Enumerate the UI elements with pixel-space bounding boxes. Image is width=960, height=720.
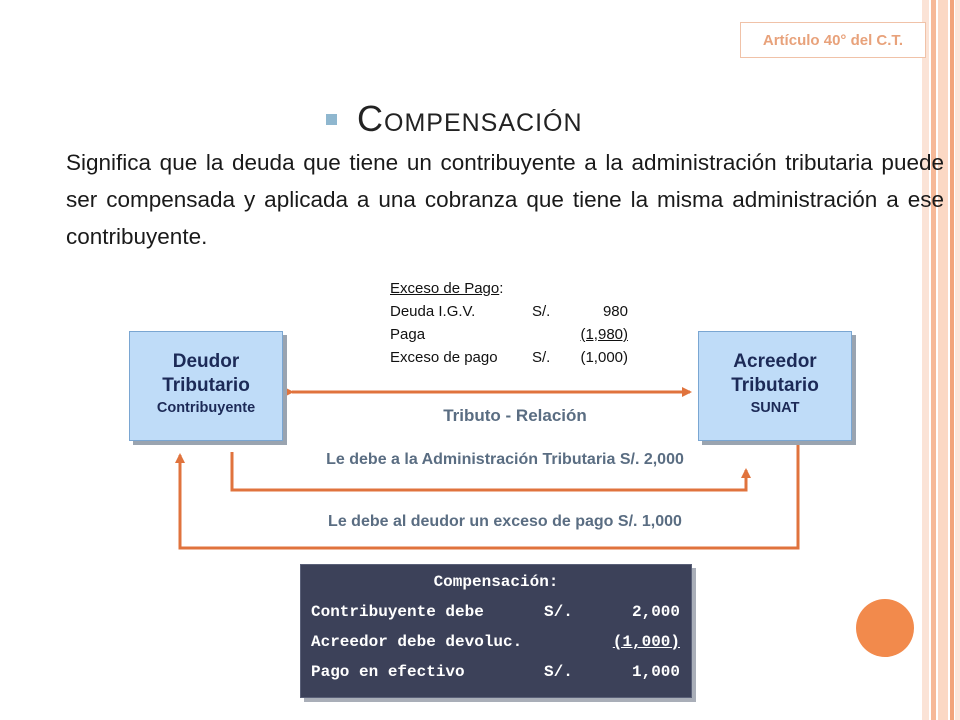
summary-heading: Compensación: <box>433 573 559 591</box>
debt-to-admin-label: Le debe a la Administración Tributaria S/. 2,000 <box>326 451 684 468</box>
debtor-line1: Deudor <box>172 351 240 372</box>
summary-row: Contribuyente debe S/. 2,000 <box>311 603 680 621</box>
article-reference-text: Artículo 40° del C.T. <box>762 31 904 49</box>
definition-paragraph: Significa que la deuda que tiene un contribuyente a la administración tributaria puede ser compensada y aplicada a una cobranza que tiene la misma administración a ese contribuyente. <box>66 150 944 249</box>
slide-title: Compensación <box>357 98 583 139</box>
excess-row: Exceso de pago S/. (1,000) <box>390 349 628 366</box>
summary-row: Acreedor debe devoluc. (1,000) <box>311 633 680 651</box>
decorative-orange-circle-icon <box>856 599 914 657</box>
debtor-line2: Tributario <box>162 375 250 396</box>
relation-label: Tributo - Relación <box>443 406 587 425</box>
creditor-line1: Acreedor <box>733 351 817 372</box>
debt-to-debtor-label: Le debe al deudor un exceso de pago S/. 1,000 <box>328 513 682 530</box>
excess-payment-table: Exceso de Pago: Deuda I.G.V. S/. 980 Paga (1,980) Exceso de pago S/. (1,000) <box>390 277 628 369</box>
creditor-line3: SUNAT <box>750 400 800 416</box>
excess-row: Paga (1,980) <box>390 326 628 343</box>
debtor-line3: Contribuyente <box>156 400 256 416</box>
excess-heading: Exceso de Pago <box>390 280 500 297</box>
summary-row: Pago en efectivo S/. 1,000 <box>311 663 680 681</box>
creditor-box <box>698 331 852 441</box>
compensation-summary-box <box>300 564 692 698</box>
creditor-line2: Tributario <box>731 375 819 396</box>
debtor-box <box>129 331 283 441</box>
excess-row: Deuda I.G.V. S/. 980 <box>390 303 628 320</box>
